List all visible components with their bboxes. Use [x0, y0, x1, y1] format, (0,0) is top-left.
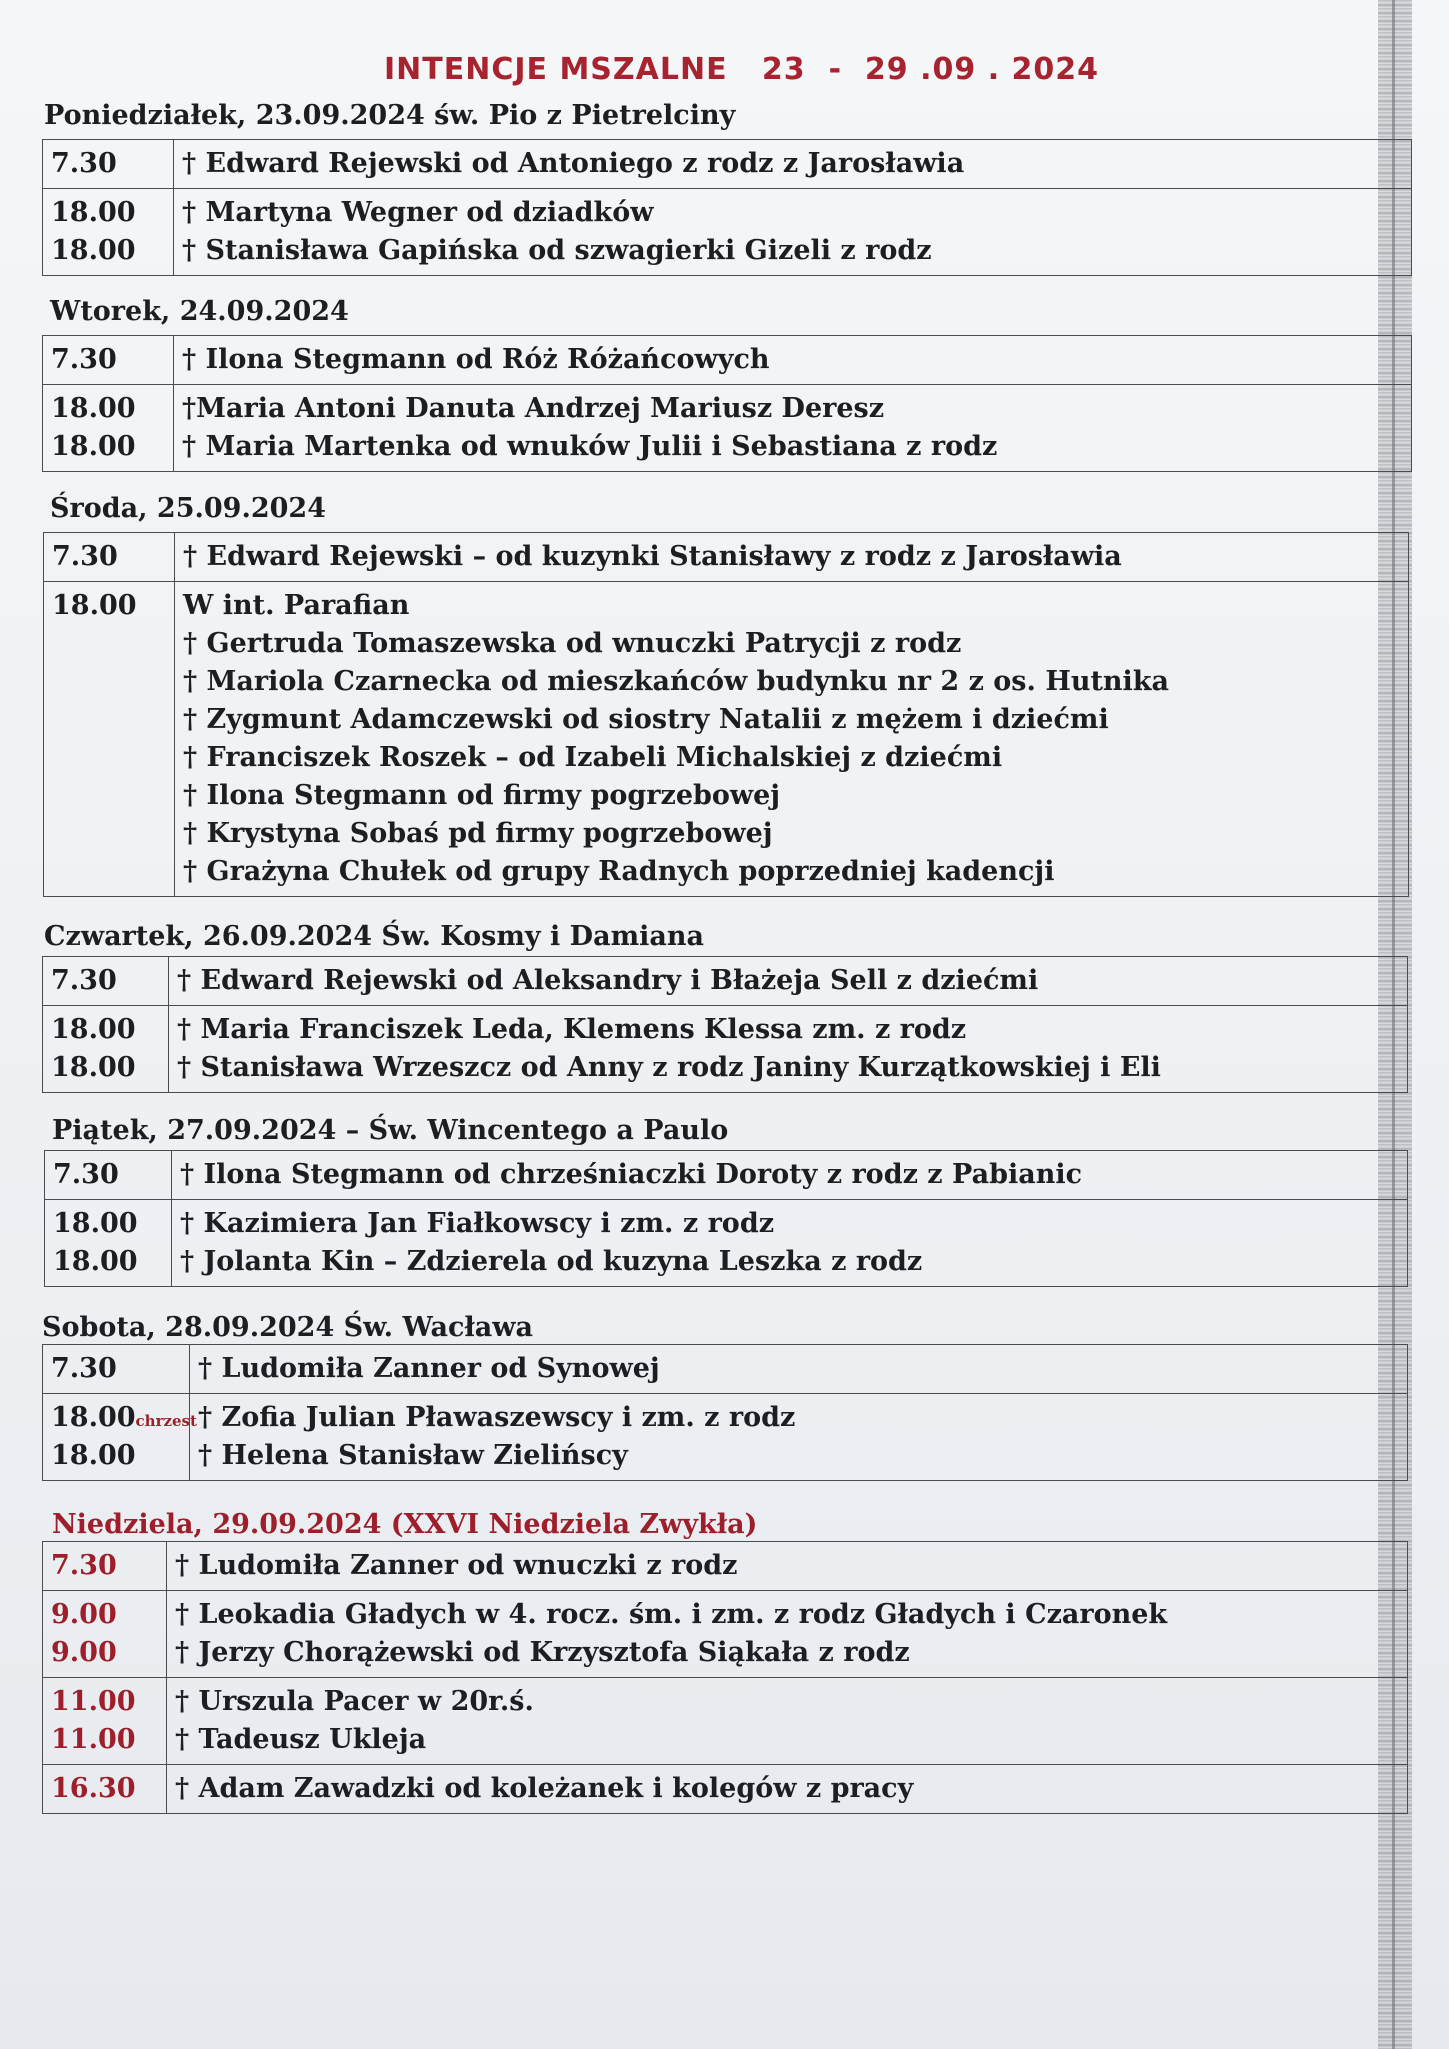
- table-row: [43, 336, 1412, 385]
- intention: † Ilona Stegmann od chrześniaczki Doroty z rodz z Pabianic: [180, 1159, 1083, 1190]
- day-heading-friday: Piątek, 27.09.2024 – Św. Wincentego a Paulo: [52, 1115, 729, 1146]
- mass-time: 18.00: [51, 1052, 136, 1083]
- intention-cell: [174, 336, 1412, 385]
- mass-time-cell: [43, 140, 174, 189]
- intention: † Adam Zawadzki od koleżanek i kolegów z pracy: [175, 1773, 914, 1804]
- intention: † Stanisława Wrzeszcz od Anny z rodz Janiny Kurzątkowskiej i Eli: [177, 1052, 1161, 1083]
- mass-time-cell: [44, 533, 175, 582]
- table-row: [45, 1151, 1408, 1200]
- table-row: [43, 957, 1408, 1006]
- intention: † Mariola Czarnecka od mieszkańców budynku nr 2 z os. Hutnika: [183, 666, 1170, 697]
- day-heading-tuesday: Wtorek, 24.09.2024: [50, 296, 349, 327]
- mass-time-cell: [43, 336, 174, 385]
- intention: † Edward Rejewski od Aleksandry i Błażeja Sell z dziećmi: [177, 965, 1039, 996]
- table-row: [43, 140, 1412, 189]
- intention: † Zofia Julian Pławaszewscy i zm. z rodz: [198, 1402, 796, 1433]
- intention-cell: [169, 957, 1408, 1006]
- mass-time-cell: [43, 1394, 197, 1481]
- intention: † Stanisława Gapińska od szwagierki Gizeli z rodz: [182, 235, 932, 266]
- friday-table: [44, 1150, 1408, 1287]
- mass-time-cell: [43, 1345, 190, 1394]
- intention: † Ilona Stegmann od firmy pogrzebowej: [183, 780, 781, 811]
- intention-cell: [169, 1006, 1408, 1093]
- intention-cell: [167, 1542, 1408, 1591]
- intention: † Edward Rejewski od Antoniego z rodz z Jarosławia: [182, 148, 965, 179]
- day-heading-wednesday: Środa, 25.09.2024: [50, 493, 326, 524]
- intention-cell: [174, 140, 1412, 189]
- intention-cell: [175, 533, 1409, 582]
- mass-time: 7.30: [51, 965, 117, 996]
- page-title: INTENCJE MSZALNE 23 - 29 .09 . 2024: [384, 52, 1100, 87]
- table-row: [43, 1765, 1408, 1814]
- mass-time-with-note: [51, 1399, 197, 1437]
- intention: † Edward Rejewski – od kuzynki Stanisławy z rodz z Jarosławia: [183, 541, 1122, 572]
- intention-cell: [167, 1765, 1408, 1814]
- intention: † Leokadia Gładych w 4. rocz. śm. i zm. z rodz Gładych i Czaronek: [175, 1599, 1168, 1630]
- mass-time: 7.30: [51, 1353, 117, 1384]
- mass-time-cell: [43, 1591, 167, 1678]
- mass-time: 9.00: [51, 1637, 117, 1668]
- intention: † Ilona Stegmann od Róż Różańcowych: [182, 344, 770, 375]
- mass-time: 18.00: [51, 197, 136, 228]
- day-heading-sunday: Niedziela, 29.09.2024 (XXVI Niedziela Zwykła): [52, 1509, 758, 1540]
- table-row: [43, 385, 1412, 472]
- mass-time: 18.00: [52, 590, 137, 621]
- intention: † Ludomiła Zanner od wnuczki z rodz: [175, 1550, 738, 1581]
- intention: † Maria Franciszek Leda, Klemens Klessa zm. z rodz: [177, 1014, 967, 1045]
- day-heading-monday: Poniedziałek, 23.09.2024 św. Pio z Pietrelciny: [44, 100, 736, 131]
- intention: † Maria Martenka od wnuków Julii i Sebastiana z rodz: [182, 431, 998, 462]
- mass-time-cell: [45, 1151, 172, 1200]
- mass-time: 16.30: [51, 1773, 136, 1804]
- intention: † Franciszek Roszek – od Izabeli Michalskiej z dziećmi: [183, 742, 1003, 773]
- intention: W int. Parafian: [183, 590, 410, 621]
- intention-cell: [190, 1394, 1408, 1481]
- mass-time: 7.30: [53, 1159, 119, 1190]
- intention: † Krystyna Sobaś pd firmy pogrzebowej: [183, 818, 773, 849]
- mass-time: 18.00: [51, 393, 136, 424]
- intention: † Kazimiera Jan Fiałkowscy i zm. z rodz: [180, 1208, 775, 1239]
- table-row: [43, 1006, 1408, 1093]
- table-row: [43, 189, 1412, 276]
- mass-time: 18.00: [51, 431, 136, 462]
- intention: † Helena Stanisław Zielińscy: [198, 1440, 628, 1471]
- intention-cell: [190, 1345, 1408, 1394]
- table-row: [43, 1591, 1408, 1678]
- mass-time: 11.00: [51, 1686, 136, 1717]
- saturday-table: [42, 1344, 1408, 1481]
- intention-cell: [167, 1591, 1408, 1678]
- mass-time: 7.30: [51, 1550, 117, 1581]
- mass-time: 18.00: [53, 1246, 138, 1277]
- table-row: [43, 1345, 1408, 1394]
- baptism-note: chrzest: [135, 1412, 197, 1430]
- mass-time: 7.30: [51, 344, 117, 375]
- table-row: [44, 582, 1409, 897]
- intention: † Jerzy Chorążewski od Krzysztofa Siąkała z rodz: [175, 1637, 910, 1668]
- mass-time: 7.30: [51, 148, 117, 179]
- intention: †Maria Antoni Danuta Andrzej Mariusz Deresz: [182, 393, 885, 424]
- wednesday-table: [43, 532, 1409, 897]
- table-row: [43, 1678, 1408, 1765]
- intention-cell: [174, 385, 1412, 472]
- day-heading-saturday: Sobota, 28.09.2024 Św. Wacława: [42, 1312, 534, 1343]
- mass-time: 18.00: [51, 1402, 136, 1433]
- mass-time: 18.00: [51, 1014, 136, 1045]
- mass-time: 18.00: [51, 235, 136, 266]
- mass-time-cell: [43, 957, 169, 1006]
- mass-time-cell: [45, 1200, 172, 1287]
- mass-time-cell: [43, 1006, 169, 1093]
- monday-table: [42, 139, 1412, 276]
- mass-time: 9.00: [51, 1599, 117, 1630]
- table-row: [45, 1200, 1408, 1287]
- tuesday-table: [42, 335, 1412, 472]
- intention: † Ludomiła Zanner od Synowej: [198, 1353, 660, 1384]
- mass-time-cell: [44, 582, 175, 897]
- mass-time-cell: [43, 1678, 167, 1765]
- mass-time: 18.00: [53, 1208, 138, 1239]
- intention: † Zygmunt Adamczewski od siostry Natalii z mężem i dziećmi: [183, 704, 1109, 735]
- mass-time-cell: [43, 385, 174, 472]
- intention: † Urszula Pacer w 20r.ś.: [175, 1686, 534, 1717]
- intention-cell: [174, 189, 1412, 276]
- intention: † Jolanta Kin – Zdzierela od kuzyna Leszka z rodz: [180, 1246, 923, 1277]
- mass-time-cell: [43, 189, 174, 276]
- table-row: [43, 1542, 1408, 1591]
- intention-cell: [172, 1151, 1408, 1200]
- intention: † Tadeusz Ukleja: [175, 1724, 427, 1755]
- sunday-table: [42, 1541, 1408, 1814]
- intention-cell: [175, 582, 1409, 897]
- intention-cell: [167, 1678, 1408, 1765]
- intention-cell: [172, 1200, 1408, 1287]
- table-row: [43, 1394, 1408, 1481]
- mass-time: 18.00: [51, 1440, 136, 1471]
- mass-time-cell: [43, 1542, 167, 1591]
- intention: † Gertruda Tomaszewska od wnuczki Patrycji z rodz: [183, 628, 962, 659]
- table-row: [44, 533, 1409, 582]
- thursday-table: [42, 956, 1408, 1093]
- mass-time: 11.00: [51, 1724, 136, 1755]
- intention: † Martyna Wegner od dziadków: [182, 197, 654, 228]
- intention: † Grażyna Chułek od grupy Radnych poprzedniej kadencji: [183, 856, 1055, 887]
- mass-time: 7.30: [52, 541, 118, 572]
- mass-time-cell: [43, 1765, 167, 1814]
- day-heading-thursday: Czwartek, 26.09.2024 Św. Kosmy i Damiana: [44, 921, 705, 952]
